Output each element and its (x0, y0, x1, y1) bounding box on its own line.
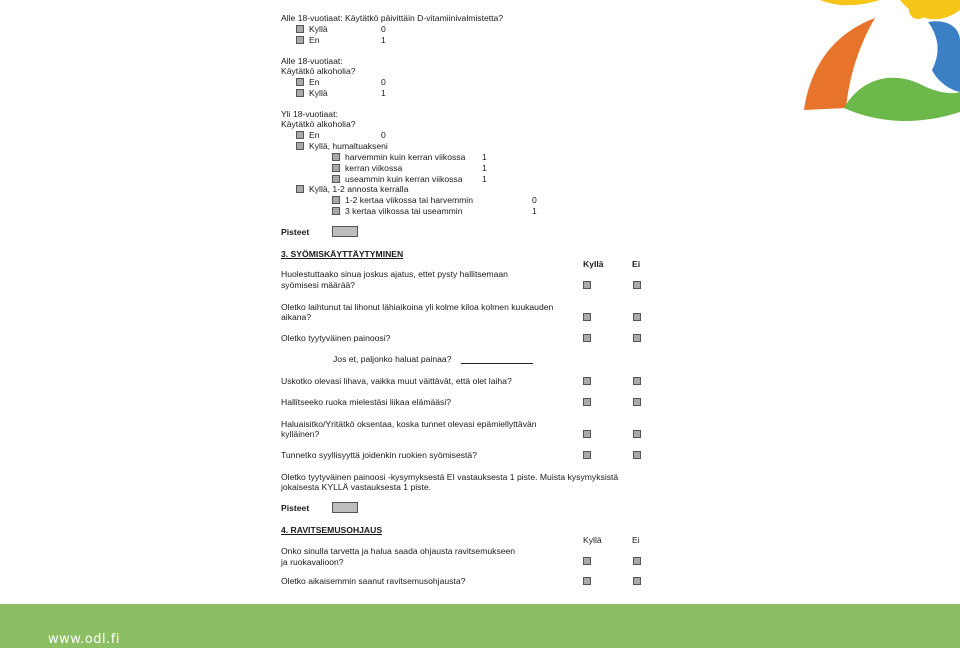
checkbox-alcohol-u18-no[interactable] (296, 78, 304, 86)
sub-option-points: 1 (532, 206, 537, 216)
checkbox-alcohol-o18-drunk[interactable] (296, 142, 304, 150)
checkbox-portions-frequent[interactable] (332, 207, 340, 215)
checkbox-s3-q5-yes[interactable] (583, 398, 591, 406)
score-field-2[interactable] (332, 502, 358, 513)
sub-option-label: 3 kertaa viikossa tai useammin (345, 206, 463, 216)
option-points: 1 (381, 35, 386, 45)
checkbox-s3-q5-no[interactable] (633, 398, 641, 406)
footer-bar (0, 604, 960, 648)
checkbox-s3-q6-no[interactable] (633, 430, 641, 438)
checkbox-s3-q7-no[interactable] (633, 451, 641, 459)
sub-option-points: 1 (482, 152, 487, 162)
sub-option-label: kerran viikossa (345, 163, 403, 173)
section-3-heading: 3. SYÖMISKÄYTTÄYTYMINEN (281, 249, 404, 259)
target-weight-input[interactable] (461, 354, 533, 364)
checkbox-alcohol-o18-no[interactable] (296, 131, 304, 139)
checkbox-drunk-weekly[interactable] (332, 164, 340, 172)
s3-q3-followup: Jos et, paljonko haluat painaa? (333, 354, 452, 364)
s3-scoring-note-cont: jokaisesta KYLLÄ vastauksesta 1 piste. (281, 482, 431, 492)
checkbox-alcohol-o18-portions[interactable] (296, 185, 304, 193)
s3-q3-text: Oletko tyytyväinen painoosi? (281, 333, 391, 343)
sub-option-points: 0 (532, 195, 537, 205)
checkbox-s3-q4-yes[interactable] (583, 377, 591, 385)
checkbox-d-vitamin-no[interactable] (296, 36, 304, 44)
checkbox-s4-q1-yes[interactable] (583, 557, 591, 565)
s3-q2-text-cont: aikana? (281, 312, 312, 322)
checkbox-drunk-less-than-weekly[interactable] (332, 153, 340, 161)
option-label: Kyllä, 1-2 annosta kerralla (309, 184, 409, 194)
checkbox-s3-q1-yes[interactable] (583, 281, 591, 289)
option-points: 0 (381, 24, 386, 34)
option-points: 1 (381, 88, 386, 98)
checkbox-s3-q2-no[interactable] (633, 313, 641, 321)
score-field-1[interactable] (332, 226, 358, 237)
checkbox-portions-rare[interactable] (332, 196, 340, 204)
checkbox-s3-q2-yes[interactable] (583, 313, 591, 321)
option-label: En (309, 130, 320, 140)
odl-logo-icon (800, 0, 960, 125)
score-label: Pisteet (281, 227, 310, 237)
s4-q1-text: Onko sinulla tarvetta ja halua saada ohjausta ravitsemukseen (281, 546, 516, 556)
q-alcohol-under18-title: Alle 18-vuotiaat: (281, 56, 343, 66)
option-label: En (309, 77, 320, 87)
column-no-label: Ei (632, 535, 640, 545)
checkbox-s3-q6-yes[interactable] (583, 430, 591, 438)
s3-q5-text: Hallitseeko ruoka mielestäsi liikaa elämääsi? (281, 397, 452, 407)
option-label: Kyllä, humaltuakseni (309, 141, 388, 151)
checkbox-alcohol-u18-yes[interactable] (296, 89, 304, 97)
option-label: Kyllä (309, 88, 328, 98)
checkbox-s3-q3-no[interactable] (633, 334, 641, 342)
s4-q1-text-cont: ja ruokavalioon? (281, 557, 344, 567)
s3-q6-text: Haluaisitko/Yritätkö oksentaa, koska tunnet olevasi epämiellyttävän (281, 419, 537, 429)
column-yes-label: Kyllä (583, 259, 604, 269)
option-label: En (309, 35, 320, 45)
checkbox-drunk-more-than-weekly[interactable] (332, 175, 340, 183)
checkbox-s3-q1-no[interactable] (633, 281, 641, 289)
option-points: 0 (381, 130, 386, 140)
sub-option-label: harvemmin kuin kerran viikossa (345, 152, 466, 162)
q-alcohol-under18-question: Käytätkö alkoholia? (281, 66, 356, 76)
s3-q2-text: Oletko laihtunut tai lihonut lähiaikoina yli kolme kiloa kolmen kuukauden (281, 302, 554, 312)
q-alcohol-over18-question: Käytätkö alkoholia? (281, 119, 356, 129)
sub-option-points: 1 (482, 174, 487, 184)
s3-scoring-note: Oletko tyytyväinen painoosi -kysymyksestä EI vastauksesta 1 piste. Muista kysymyksistä (281, 472, 619, 482)
checkbox-d-vitamin-yes[interactable] (296, 25, 304, 33)
option-label: Kyllä (309, 24, 328, 34)
column-yes-label: Kyllä (583, 535, 602, 545)
s4-q2-text: Oletko aikaisemmin saanut ravitsemusohjausta? (281, 576, 466, 586)
checkbox-s3-q4-no[interactable] (633, 377, 641, 385)
sub-option-label: useammin kuin kerran viikossa (345, 174, 463, 184)
s3-q1-text-cont: syömisesi määrää? (281, 280, 356, 290)
option-points: 0 (381, 77, 386, 87)
score-label: Pisteet (281, 503, 310, 513)
checkbox-s4-q2-yes[interactable] (583, 577, 591, 585)
section-4-heading: 4. RAVITSEMUSOHJAUS (281, 525, 383, 535)
column-no-label: Ei (632, 259, 641, 269)
q-alcohol-over18-title: Yli 18-vuotiaat: (281, 109, 338, 119)
sub-option-label: 1-2 kertaa viikossa tai harvemmin (345, 195, 473, 205)
s3-q1-text: Huolestuttaako sinua joskus ajatus, ettet pysty hallitsemaan (281, 269, 508, 279)
checkbox-s4-q1-no[interactable] (633, 557, 641, 565)
s3-q6-text-cont: kylläinen? (281, 429, 320, 439)
q-d-vitamin-title: Alle 18-vuotiaat: Käytätkö päivittäin D-vitamiinivalmistetta? (281, 13, 504, 23)
sub-option-points: 1 (482, 163, 487, 173)
checkbox-s4-q2-no[interactable] (633, 577, 641, 585)
s3-q4-text: Uskotko olevasi lihava, vaikka muut väittävät, että olet laiha? (281, 376, 512, 386)
checkbox-s3-q7-yes[interactable] (583, 451, 591, 459)
s3-q7-text: Tunnetko syyllisyyttä joidenkin ruokien syömisestä? (281, 450, 477, 460)
footer-url-link[interactable]: www.odl.fi (48, 632, 120, 647)
checkbox-s3-q3-yes[interactable] (583, 334, 591, 342)
